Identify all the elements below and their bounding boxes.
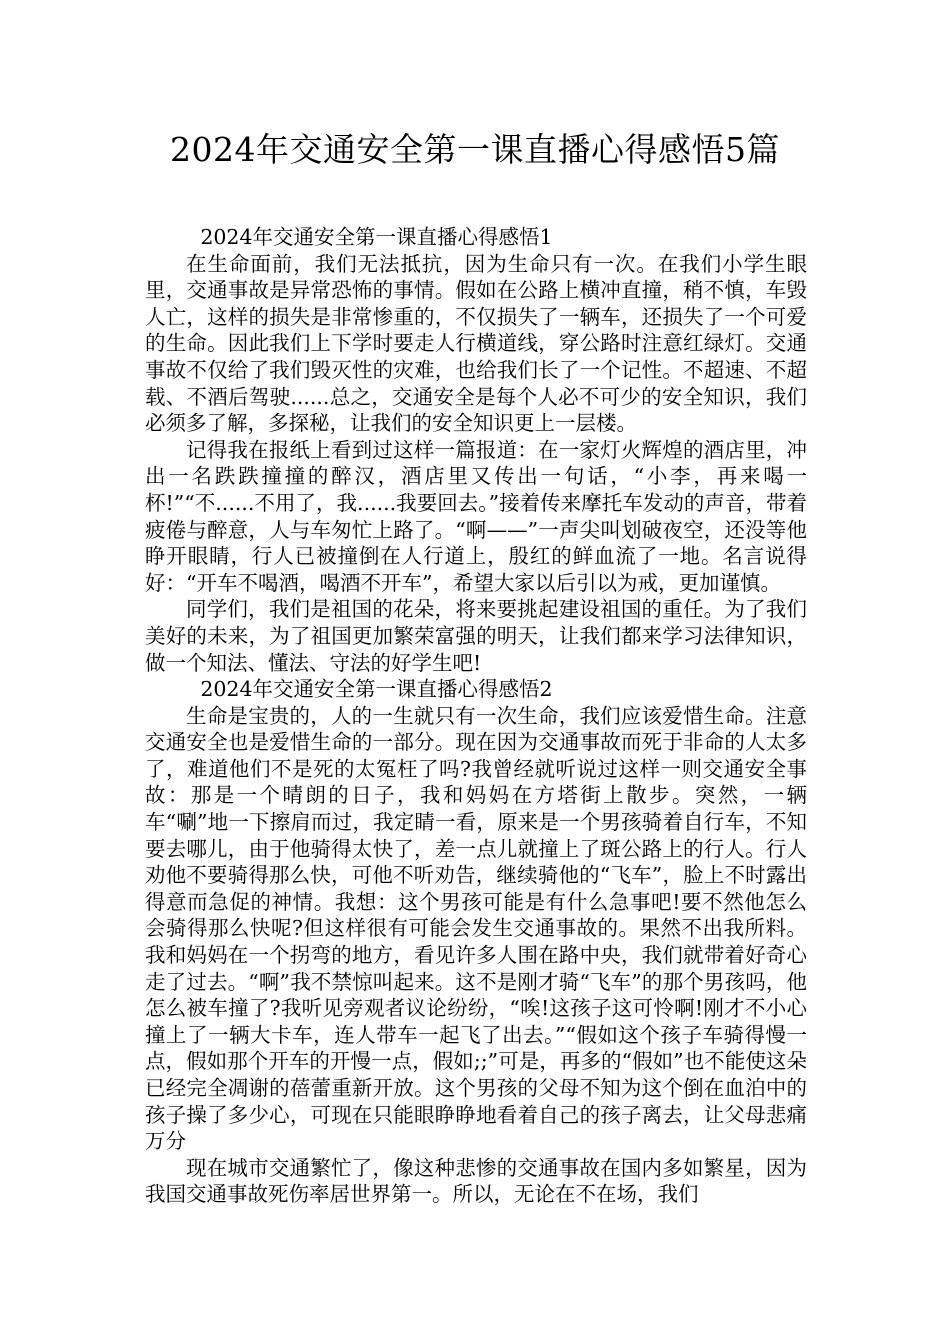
paragraph: 记得我在报纸上看到过这样一篇报道：在一家灯火辉煌的酒店里，冲出一名跌跌撞撞的醉汉，酒店里又传出一句话，“小李，再来喝一杯!”“不......不用了，我......我要回去。”接着传来摩托车发动的声音，带着疲倦与醉意，人与车匆忙上路了。“啊——”一声尖叫划破夜空，还没等他睁开眼睛，行人已被撞倒在人行道上，殷红的鲜血流了一地。名言说得好：“开车不喝酒，喝酒不开车”，希望大家以后引以为戒，更加谨慎。 — [145, 437, 807, 595]
section-heading: 2024年交通安全第一课直播心得感悟2 — [200, 677, 553, 702]
paragraph: 现在城市交通繁忙了，像这种悲惨的交通事故在国内多如繁星，因为我国交通事故死伤率居世界第一。所以，无论在不在场，我们 — [145, 1155, 807, 1207]
paragraph: 生命是宝贵的，人的一生就只有一次生命，我们应该爱惜生命。注意交通安全也是爱惜生命的一部分。现在因为交通事故而死于非命的人太多了，难道他们不是死的太冤枉了吗?我曾经就听说过这样一则交通安全事故：那是一个晴朗的日子，我和妈妈在方塔街上散步。突然，一辆车“唰”地一下擦肩而过，我定睛一看，原来是一个男孩骑着自行车，不知要去哪儿，由于他骑得太快了，差一点儿就撞上了斑公路上的行人。行人劝他不要骑得那么快，可他不听劝告，继续骑他的“飞车”，脸上不时露出得意而急促的神情。我想：这个男孩可能是有什么急事吧!要不然他怎么会骑得那么快呢?但这样很有可能会发生交通事故的。果然不出我所料。我和妈妈在一个拐弯的地方，看见许多人围在路中央，我们就带着好奇心走了过去。“啊”我不禁惊叫起来。这不是刚才骑“飞车”的那个男孩吗，他怎么被车撞了?我听见旁观者议论纷纷，“唉!这孩子这可怜啊!刚才不小心撞上了一辆大卡车，连人带车一起飞了出去。”“假如这个孩子车骑得慢一点，假如那个开车的开慢一点，假如;;”可是，再多的“假如”也不能使这朵已经完全凋谢的蓓蕾重新开放。这个男孩的父母不知为这个倒在血泊中的孩子操了多少心，可现在只能眼睁睁地看着自己的孩子离去，让父母悲痛万分 — [145, 703, 807, 1154]
section-heading: 2024年交通安全第一课直播心得感悟1 — [200, 225, 553, 249]
document-body — [145, 224, 807, 1208]
paragraph: 同学们，我们是祖国的花朵，将来要挑起建设祖国的重任。为了我们美好的未来，为了祖国更加繁荣富强的明天，让我们都来学习法律知识，做一个知法、懂法、守法的好学生吧! — [145, 597, 807, 675]
paragraph: 在生命面前，我们无法抵抗，因为生命只有一次。在我们小学生眼里，交通事故是异常恐怖的事情。假如在公路上横冲直撞，稍不慎，车毁人亡，这样的损失是非常惨重的，不仅损失了一辆车，还损失了一个可爱的生命。因此我们上下学时要走人行横道线，穿公路时注意红绿灯。交通事故不仅给了我们毁灭性的灾难，也给我们长了一个记性。不超速、不超载、不酒后驾驶......总之，交通安全是每个人必不可少的安全知识，我们必须多了解，多探秘，让我们的安全知识更上一层楼。 — [145, 251, 807, 436]
document-title: 2024年交通安全第一课直播心得感悟5篇 — [170, 130, 780, 169]
